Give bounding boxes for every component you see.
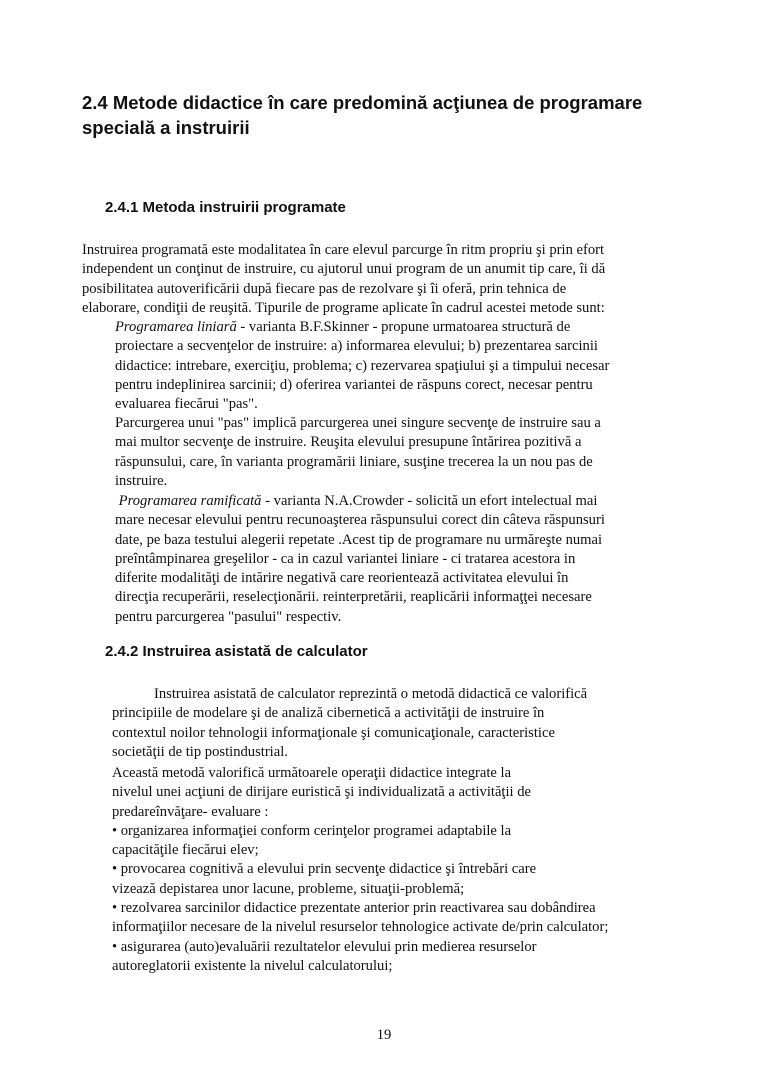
text-line: Parcurgerea unui "pas" implică parcurgerea unei singure secvenţe de instruire sau a	[115, 415, 601, 431]
text-line: elaborare, condiţii de reuşită. Tipurile de programe aplicate în cadrul acestei metode sunt:	[82, 299, 605, 316]
text-line: principiile de modelare şi de analiză cibernetică a activităţii de instruire în	[112, 705, 545, 722]
paragraph-branched-programming	[115, 492, 605, 627]
subsection-title-2-4-2: 2.4.2 Instruirea asistată de calculator	[105, 643, 368, 660]
text-line: didactice: intrebare, exerciţiu, problema; c) rezervarea spaţiului şi a timpului necesar	[115, 357, 610, 374]
text-line: predareînvăţare- evaluare :	[112, 803, 269, 820]
paragraph-computer-assisted	[112, 685, 587, 762]
list-item: • organizarea informaţiei conform cerinţelor programei adaptabile la	[112, 822, 512, 839]
text-line: pentru parcurgerea "pasului" respectiv.	[115, 608, 342, 625]
text-line: pentru indeplinirea sarcinii; d) oferirea variantei de răspuns corect, necesar pentru	[115, 376, 593, 393]
text-line: mai multor secvenţe de instruire. Reuşita elevului presupune întărirea pozitivă a	[115, 434, 582, 451]
term-linear-programming: Programarea liniară	[115, 319, 237, 335]
term-branched-programming: Programarea ramificată	[118, 493, 262, 509]
text-fragment: - varianta B.F.Skinner - propune urmatoarea structură de	[236, 319, 571, 335]
section-heading	[82, 90, 722, 140]
paragraph-intro	[82, 241, 605, 318]
text-line	[115, 318, 609, 337]
text-line: Instruirea asistată de calculator reprezintă o metodă didactică ce valorifică	[154, 686, 588, 702]
text-line: proiectare a secvenţelor de instruire: a) informarea elevului; b) prezentarea sarcinii	[115, 338, 598, 355]
text-line: mare necesar elevului pentru recunoaşterea răspunsului corect din câteva răspunsuri	[115, 512, 605, 529]
text-line: posibilitatea autoverificării după fiecare pas de rezolvare şi îi oferă, prin tehnica de	[82, 280, 567, 297]
text-line: direcţia recuperării, reselecţionării. reinterpretării, reaplicării informaţţei necesare	[115, 589, 592, 606]
list-item: • rezolvarea sarcinilor didactice prezentate anterior prin reactivarea sau dobândirea	[112, 900, 596, 917]
text-line: răspunsului, care, în varianta programării liniare, susţine trecerea la un nou pas de	[115, 453, 593, 470]
text-line: societăţii de tip postindustrial.	[112, 743, 288, 760]
text-line: date, pe baza testului alegerii repetate .Acest tip de programare nu urmăreşte numai	[115, 531, 603, 548]
text-line: evaluarea fiecărui "pas".	[115, 396, 258, 413]
text-line: instruire.	[115, 472, 168, 489]
text-line: vizează depistarea unor lacune, probleme, situaţii-problemă;	[112, 880, 465, 897]
text-line: diferite modalităţi de intărire negativă care reorientează activitatea elevului în	[115, 570, 569, 587]
text-fragment: - varianta N.A.Crowder - solicită un efort intelectual mai	[261, 493, 598, 509]
text-line: informaţiilor necesare de la nivelul resurselor tehnologice activate de/prin calculator;	[112, 919, 609, 936]
subsection-title-2-4-1: 2.4.1 Metoda instruirii programate	[105, 199, 346, 216]
text-line: Această metodă valorifică următoarele operaţii didactice integrate la	[112, 765, 512, 781]
paragraph-operations-list	[112, 764, 608, 976]
text-line: nivelul unei acţiuni de dirijare euristică şi individualizată a activităţii de	[112, 784, 532, 801]
text-line: Instruirea programată este modalitatea în care elevul parcurge în ritm propriu şi prin efort	[82, 242, 605, 258]
section-heading-line-2: specială a instruirii	[82, 117, 250, 138]
text-line: independent un conţinut de instruire, cu ajutorul unui program de un anumit tip care, îi dă	[82, 261, 606, 278]
paragraph-step	[115, 414, 601, 491]
list-item: • asigurarea (auto)evaluării rezultatelor elevului prin medierea resurselor	[112, 938, 537, 955]
list-item: • provocarea cognitivă a elevului prin secvenţe didactice şi întrebări care	[112, 861, 537, 878]
text-line: autoreglatorii existente la nivelul calculatorului;	[112, 957, 393, 974]
paragraph-linear-programming	[115, 318, 609, 414]
text-line: capacităţile fiecărui elev;	[112, 842, 259, 859]
text-line	[115, 492, 605, 511]
text-line: contextul noilor tehnologii informaţionale şi comunicaţionale, caracteristice	[112, 724, 555, 741]
text-line: preîntâmpinarea greşelilor - ca in cazul variantei liniare - ci tratarea acestora in	[115, 550, 576, 567]
section-heading-line-1: 2.4 Metode didactice în care predomină acţiunea de programare	[82, 92, 643, 113]
page-number: 19	[376, 1027, 392, 1043]
